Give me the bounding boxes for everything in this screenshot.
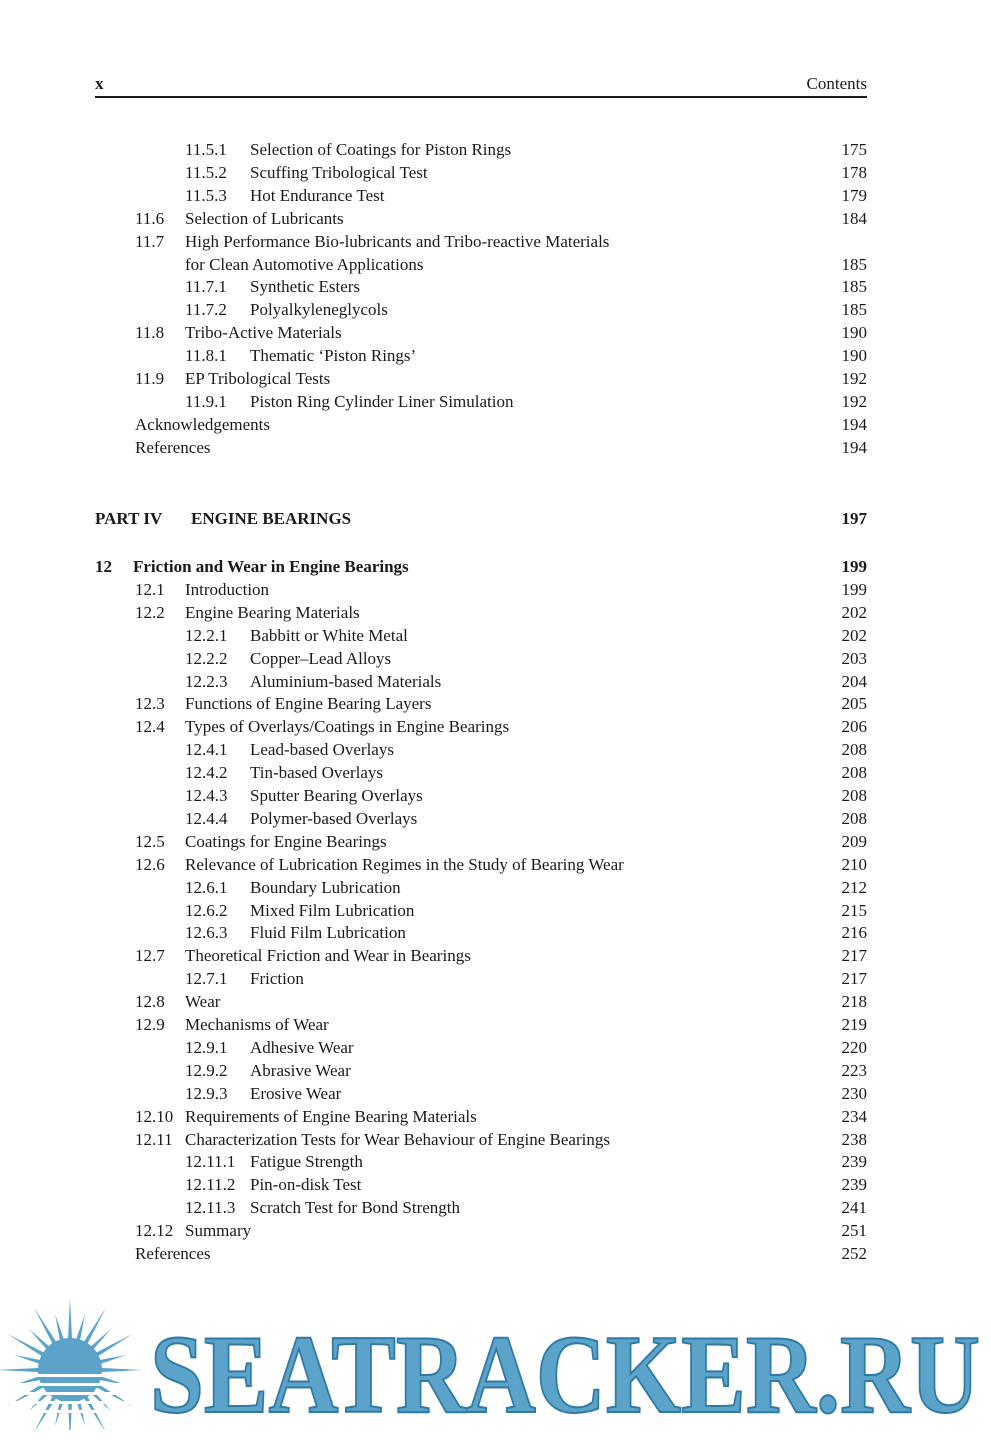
toc-entry[interactable] xyxy=(95,207,867,230)
toc-entry-title: Mixed Film Lubrication xyxy=(250,900,415,920)
toc-entry-page: 217 xyxy=(841,969,867,989)
toc-entry-number: 11.9.1 xyxy=(185,391,227,411)
toc-entry[interactable] xyxy=(95,876,867,899)
running-title: Contents xyxy=(806,74,867,93)
toc-entry-page: 223 xyxy=(841,1060,867,1080)
toc-entry-number: 11.8 xyxy=(135,323,165,343)
toc-entry[interactable] xyxy=(95,1173,867,1196)
toc-entry[interactable] xyxy=(95,692,867,715)
toc-entry[interactable] xyxy=(95,670,867,693)
toc-entry-number: 12.2.1 xyxy=(185,625,228,645)
toc-entry-number: 11.7 xyxy=(135,231,165,251)
toc-entry-title: Relevance of Lubrication Regimes in the Study of Bearing Wear xyxy=(185,854,624,874)
toc-entry-page: 210 xyxy=(841,854,867,874)
toc-entry[interactable] xyxy=(95,298,867,321)
toc-entry-page: 202 xyxy=(841,602,867,622)
toc-entry[interactable] xyxy=(95,436,867,459)
toc-entry[interactable] xyxy=(95,853,867,876)
toc-entry-page: 241 xyxy=(841,1198,867,1218)
toc-entry-page: 239 xyxy=(841,1175,867,1195)
toc-entry-number: 12.8 xyxy=(135,992,165,1012)
toc-entry-number: 12.7 xyxy=(135,946,165,966)
toc-entry-page: 219 xyxy=(841,1015,867,1034)
toc-entry[interactable] xyxy=(95,990,867,1013)
toc-entry-title: Piston Ring Cylinder Liner Simulation xyxy=(250,391,514,411)
toc-entry[interactable] xyxy=(95,921,867,944)
toc-entry-number: 12.6.3 xyxy=(185,923,228,943)
toc-entry-page: 208 xyxy=(841,740,867,760)
toc-entry-page: 185 xyxy=(841,300,867,320)
toc-entry[interactable] xyxy=(95,390,867,413)
toc-entry-number: 12.1 xyxy=(135,579,165,599)
toc-entry-title: Aluminium-based Materials xyxy=(250,671,442,691)
toc-entry[interactable] xyxy=(95,1013,867,1036)
toc-entry[interactable] xyxy=(95,555,867,578)
toc-entry-title: Engine Bearing Materials xyxy=(185,602,360,622)
toc-entry-title: Mechanisms of Wear xyxy=(185,1015,329,1034)
toc-entry-title: References xyxy=(135,1244,211,1263)
toc-entry-page: 184 xyxy=(841,208,867,228)
toc-entry-number: 12.9 xyxy=(135,1015,165,1034)
toc-entry-number: 12.11.3 xyxy=(185,1198,236,1218)
toc-entry-title: Adhesive Wear xyxy=(250,1037,354,1057)
toc-entry[interactable] xyxy=(95,413,867,436)
page-folio: x xyxy=(95,74,104,93)
toc-entry[interactable] xyxy=(95,1128,867,1151)
toc-entry-title: Thematic ‘Piston Rings’ xyxy=(250,346,417,366)
toc-entry-page: 208 xyxy=(841,808,867,828)
toc-entry[interactable] xyxy=(95,184,867,207)
toc-entry-page: 203 xyxy=(841,648,867,668)
toc-entry-page: 238 xyxy=(841,1129,867,1149)
toc-entry-title: Sputter Bearing Overlays xyxy=(250,786,423,805)
running-head xyxy=(95,72,867,98)
toc-entry-page: 194 xyxy=(841,414,867,434)
toc-entry[interactable] xyxy=(95,967,867,990)
toc-entry-number: 11.5.2 xyxy=(185,162,227,182)
toc-entry-title: Copper–Lead Alloys xyxy=(250,648,392,668)
toc-entry-number: 12.12 xyxy=(135,1221,174,1241)
toc-entry-page: 192 xyxy=(841,369,867,388)
toc-entry-title: for Clean Automotive Applications xyxy=(185,254,424,274)
toc-entry-page: 218 xyxy=(841,992,867,1012)
toc-entry-number: 12.4 xyxy=(135,717,165,737)
toc-entry[interactable] xyxy=(95,367,867,390)
toc-entry-title: Theoretical Friction and Wear in Bearings xyxy=(185,946,471,966)
toc-entry-number: 11.9 xyxy=(135,369,165,388)
toc-entry-page: 251 xyxy=(841,1221,867,1241)
toc-entry-page: 220 xyxy=(841,1037,867,1057)
toc-entry[interactable] xyxy=(95,1196,867,1219)
toc-entry-title: ENGINE BEARINGS xyxy=(191,509,352,528)
toc-entry-page: 239 xyxy=(841,1152,867,1172)
toc-entry-number: 12.9.1 xyxy=(185,1037,228,1057)
toc-entry[interactable] xyxy=(95,1082,867,1105)
toc-entry-number: 11.7.2 xyxy=(185,300,227,320)
toc-entry[interactable] xyxy=(95,507,867,530)
toc-entry-title: Selection of Coatings for Piston Rings xyxy=(250,140,512,159)
toc-entry-number: 12.11.1 xyxy=(185,1152,236,1172)
toc-entry[interactable] xyxy=(95,899,867,922)
toc-entry-number: 12.10 xyxy=(135,1106,174,1126)
toc-entry-title: Tribo-Active Materials xyxy=(185,323,342,343)
toc-entry-title: Fatigue Strength xyxy=(250,1152,363,1172)
toc-entry-title: Summary xyxy=(185,1221,252,1241)
toc-entry[interactable] xyxy=(95,601,867,624)
toc-entry-number: 12.11.2 xyxy=(185,1175,236,1195)
toc-entry[interactable] xyxy=(95,647,867,670)
toc-entry-page: 197 xyxy=(841,509,867,528)
toc-entry-title: Introduction xyxy=(185,579,270,599)
toc-entry-title: Wear xyxy=(185,992,221,1012)
toc-entry[interactable] xyxy=(95,1059,867,1082)
toc-entry-page: 234 xyxy=(841,1106,867,1126)
toc-entry[interactable] xyxy=(95,344,867,367)
toc-entry-title: Abrasive Wear xyxy=(250,1060,351,1080)
toc-entry-title: Types of Overlays/Coatings in Engine Bearings xyxy=(185,717,510,737)
toc-entry-title: Acknowledgements xyxy=(135,414,271,434)
toc-entry-number: 12.4.3 xyxy=(185,786,228,805)
toc-entry[interactable] xyxy=(95,624,867,647)
toc-entry-page: 208 xyxy=(841,786,867,805)
toc-entry-page: 178 xyxy=(841,162,867,182)
toc-entry-title: Characterization Tests for Wear Behaviour of Engine Bearings xyxy=(185,1129,610,1149)
toc-entry-title: Friction and Wear in Engine Bearings xyxy=(133,557,409,576)
toc-entry-number: 12.7.1 xyxy=(185,969,228,989)
toc-entry-page: 185 xyxy=(841,277,867,297)
toc-entry-page: 199 xyxy=(841,579,867,599)
toc-entry-page: 190 xyxy=(841,346,867,366)
toc-entry[interactable] xyxy=(95,1150,867,1173)
toc-entry-number: 12.2.3 xyxy=(185,671,228,691)
toc-entry-number: 12.11 xyxy=(135,1129,173,1149)
toc-entry-title: Babbitt or White Metal xyxy=(250,625,408,645)
toc-entry[interactable] xyxy=(95,944,867,967)
toc-entry-page: 204 xyxy=(841,671,867,691)
toc-entry-page: 175 xyxy=(841,140,867,159)
toc-entry[interactable] xyxy=(95,830,867,853)
toc-entry-number: 12.4.4 xyxy=(185,808,228,828)
toc-entry[interactable] xyxy=(95,578,867,601)
toc-entry-title: Selection of Lubricants xyxy=(185,208,344,228)
toc-entry-number: 11.7.1 xyxy=(185,277,227,297)
toc-entry-number: 12 xyxy=(95,557,112,576)
toc-entry-page: 216 xyxy=(841,923,867,943)
toc-entry-number: 12.4.2 xyxy=(185,763,228,783)
toc-entry[interactable] xyxy=(95,321,867,344)
toc-entry-page: 192 xyxy=(841,391,867,411)
toc-entry-title: Pin-on-disk Test xyxy=(250,1175,362,1195)
toc-entry[interactable] xyxy=(95,1036,867,1059)
toc-entry-title: High Performance Bio-lubricants and Tribo-reactive Materials xyxy=(185,231,610,251)
toc-entry-number: 12.5 xyxy=(135,831,165,851)
toc-entry-page: 208 xyxy=(841,763,867,783)
toc-entry-page: 252 xyxy=(841,1244,867,1263)
toc-entry[interactable] xyxy=(95,1105,867,1128)
toc-entry-number: PART IV xyxy=(95,509,163,528)
toc-entry-page: 202 xyxy=(841,625,867,645)
toc-entry-title: Friction xyxy=(250,969,304,989)
toc-entry-page: 190 xyxy=(841,323,867,343)
toc-entry[interactable] xyxy=(95,138,867,161)
toc-entry[interactable] xyxy=(95,1219,867,1242)
toc-entry-number: 12.2.2 xyxy=(185,648,228,668)
toc-entry-number: 12.2 xyxy=(135,602,165,622)
toc-entry-title: Hot Endurance Test xyxy=(250,185,385,205)
toc-entry-page: 194 xyxy=(841,437,867,457)
toc-entry-title: Polyalkyleneglycols xyxy=(250,300,388,320)
toc-entry-page: 179 xyxy=(841,185,867,205)
toc-entry-number: 12.4.1 xyxy=(185,740,228,760)
toc-entry-page: 215 xyxy=(841,900,867,920)
toc-entry-title: Coatings for Engine Bearings xyxy=(185,831,387,851)
toc-entry[interactable] xyxy=(95,275,867,298)
toc-entry-number: 12.9.2 xyxy=(185,1060,228,1080)
toc-entry-page: 199 xyxy=(841,557,867,576)
toc-entry-number: 12.6.2 xyxy=(185,900,228,920)
toc-entry[interactable] xyxy=(95,784,867,807)
toc-entry-title: Tin-based Overlays xyxy=(250,763,383,783)
toc-entry-title: Requirements of Engine Bearing Materials xyxy=(185,1106,477,1126)
toc-entry[interactable] xyxy=(95,230,867,253)
toc-entry-title: Scuffing Tribological Test xyxy=(250,162,428,182)
toc-entry-title: Synthetic Esters xyxy=(250,277,361,297)
toc-entry-number: 12.3 xyxy=(135,694,165,714)
toc-entry-number: 11.5.1 xyxy=(185,140,227,159)
toc-entry-title: Fluid Film Lubrication xyxy=(250,923,406,943)
toc-entry-page: 212 xyxy=(841,877,867,897)
toc-entry[interactable] xyxy=(95,761,867,784)
toc-entry[interactable] xyxy=(95,807,867,830)
watermark-text: SEATRACKER.RU xyxy=(150,1313,980,1430)
toc-entry[interactable] xyxy=(95,253,867,276)
toc-entry-number: 11.6 xyxy=(135,208,165,228)
toc-entry-page: 209 xyxy=(841,831,867,851)
toc-entry-title: Polymer-based Overlays xyxy=(250,808,418,828)
toc-entry-page: 230 xyxy=(841,1083,867,1103)
toc-entry[interactable] xyxy=(95,715,867,738)
toc-entry-number: 12.6 xyxy=(135,854,165,874)
toc-entry-number: 11.5.3 xyxy=(185,185,227,205)
toc-entry-number: 12.6.1 xyxy=(185,877,228,897)
toc-entry[interactable] xyxy=(95,1242,867,1265)
sun-icon xyxy=(0,1298,142,1430)
toc-entry-page: 185 xyxy=(841,254,867,274)
toc-entry-number: 12.9.3 xyxy=(185,1083,228,1103)
toc-entry-page: 205 xyxy=(841,694,867,714)
toc-entry[interactable] xyxy=(95,738,867,761)
toc-entry-title: Scratch Test for Bond Strength xyxy=(250,1198,461,1218)
toc-entry-title: References xyxy=(135,437,211,457)
toc-entry-title: Lead-based Overlays xyxy=(250,740,394,760)
toc-entry-page: 217 xyxy=(841,946,867,966)
toc-entry-title: Erosive Wear xyxy=(250,1083,342,1103)
toc-entry-page: 206 xyxy=(841,717,867,737)
toc-entry-title: EP Tribological Tests xyxy=(185,369,331,388)
toc-entry-title: Functions of Engine Bearing Layers xyxy=(185,694,432,714)
toc-entry[interactable] xyxy=(95,161,867,184)
watermark-logo xyxy=(0,1290,991,1430)
toc-entry-number: 11.8.1 xyxy=(185,346,227,366)
toc-entry-title: Boundary Lubrication xyxy=(250,877,401,897)
